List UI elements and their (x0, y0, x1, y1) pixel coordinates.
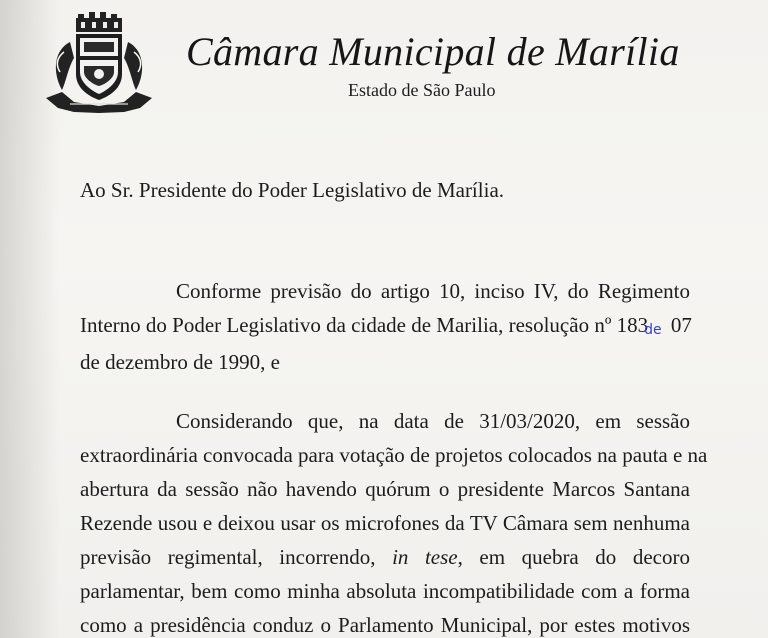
paragraph-2-line-6: parlamentar, bem como minha absoluta incompatibilidade com a forma (80, 579, 690, 603)
paragraph-2-line-1: Considerando que, na data de 31/03/2020, em sessão (176, 409, 690, 433)
paragraph-2-line-5-text: previsão regimental, incorrendo, (80, 545, 393, 569)
salutation: Ao Sr. Presidente do Poder Legislativo de Marília. (80, 178, 505, 202)
document-subtitle: Estado de São Paulo (348, 80, 496, 100)
paragraph-1-line-2-tail: 07 (665, 313, 692, 337)
paragraph-1 (80, 274, 690, 379)
paragraph-2-line-3: abertura da sessão não havendo quórum o presidente Marcos Santana (80, 477, 690, 501)
paragraph-2-line-5-tail: , em quebra do decoro (457, 545, 690, 569)
paragraph-1-line-2-text: Interno do Poder Legislativo da cidade de Marilia, resolução nº 183 (80, 313, 649, 337)
paragraph-2 (80, 404, 708, 638)
paragraph-2-line-5 (80, 540, 690, 574)
municipal-coat-of-arms-icon (40, 12, 158, 114)
paragraph-2-line-2: extraordinária convocada para votação de projetos colocados na pauta e na (80, 443, 708, 467)
paragraph-2-line-7: como a presidência conduz o Parlamento Municipal, por estes motivos (80, 613, 690, 637)
paragraph-1-line-1: Conforme previsão do artigo 10, inciso IV, do Regimento (176, 279, 690, 303)
paragraph-2-line-4: Rezende usou e deixou usar os microfones da TV Câmara sem nenhuma (80, 511, 690, 535)
document-title: Câmara Municipal de Marília (186, 29, 680, 74)
paragraph-2-line-5-italic: in tese (392, 545, 458, 569)
paragraph-1-line-2 (80, 308, 690, 345)
paragraph-1-line-3: de dezembro de 1990, e (80, 350, 281, 374)
handwritten-correction-mark: de (644, 322, 662, 338)
